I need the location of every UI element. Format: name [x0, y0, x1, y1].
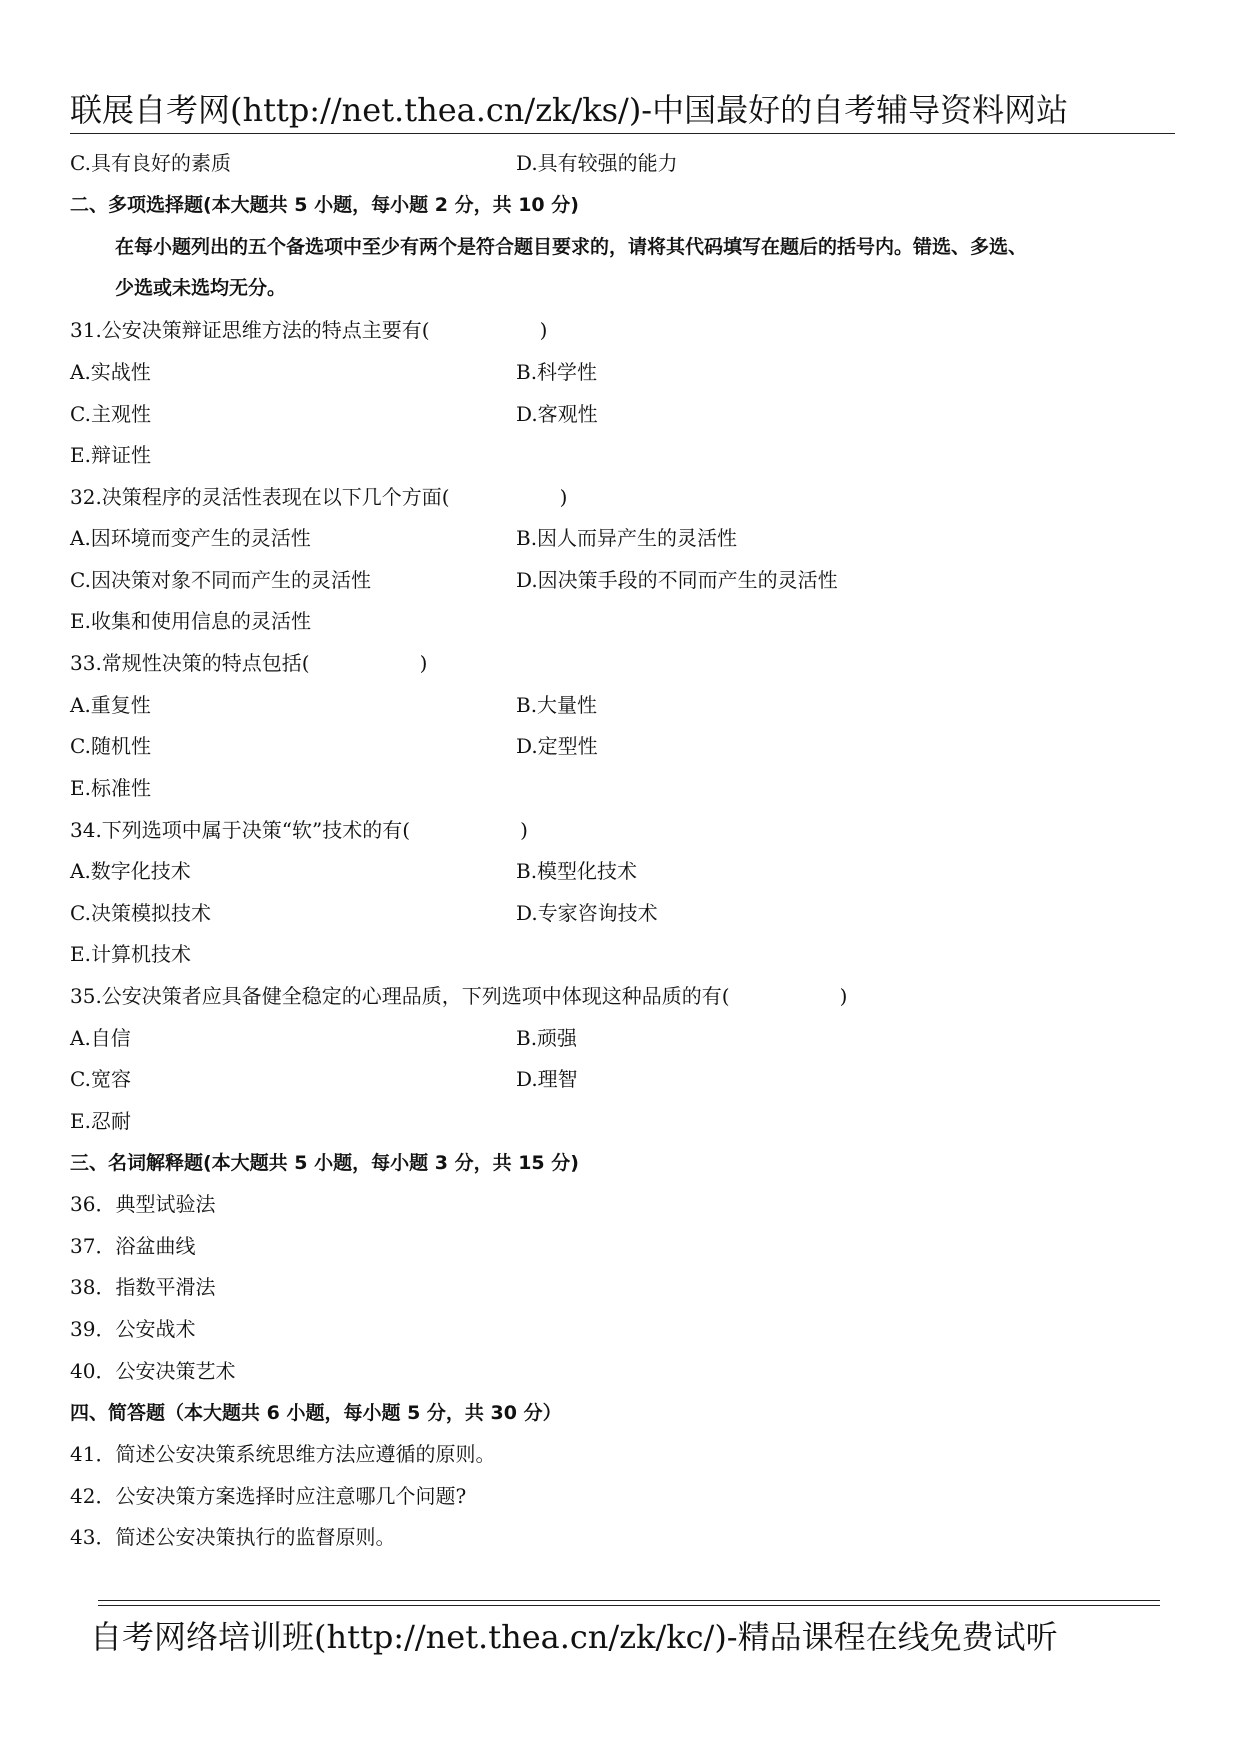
question-31-stem — [70, 315, 547, 345]
question-33-stem — [70, 648, 427, 678]
term-item: 38．指数平滑法 — [70, 1275, 216, 1299]
question-stem-text: 33.常规性决策的特点包括( — [70, 651, 310, 675]
section2-title: 二、多项选择题(本大题共 5 小题，每小题 2 分，共 10 分) — [70, 194, 579, 216]
q32-option-e: E.收集和使用信息的灵活性 — [70, 609, 311, 633]
term-item: 37．浴盆曲线 — [70, 1234, 196, 1258]
question-35-stem — [70, 981, 847, 1011]
answer-paren-close: ) — [520, 818, 528, 842]
term-item: 36．典型试验法 — [70, 1192, 216, 1216]
q32-option-c: C.因决策对象不同而产生的灵活性 — [70, 568, 371, 592]
q34-option-c: C.决策模拟技术 — [70, 901, 211, 925]
term-item: 40．公安决策艺术 — [70, 1359, 236, 1383]
q31-option-e: E.辩证性 — [70, 443, 151, 467]
q35-option-b: B.顽强 — [516, 1026, 578, 1050]
q34-option-a: A.数字化技术 — [70, 859, 191, 883]
short-answer-item: 43．简述公安决策执行的监督原则。 — [70, 1525, 396, 1549]
section4-title: 四、简答题（本大题共 6 小题，每小题 5 分，共 30 分） — [70, 1402, 562, 1424]
question-stem-text: 35.公安决策者应具备健全稳定的心理品质，下列选项中体现这种品质的有( — [70, 984, 730, 1008]
answer-paren-close: ) — [539, 318, 548, 342]
q35-option-e: E.忍耐 — [70, 1109, 131, 1133]
q34-option-b: B.模型化技术 — [516, 859, 638, 883]
q35-option-a: A.自信 — [70, 1026, 131, 1050]
section2-instruction-2: 少选或未选均无分。 — [115, 277, 287, 299]
option-d-prev: D.具有较强的能力 — [516, 151, 678, 175]
page-footer: 自考网络培训班(http://net.thea.cn/zk/kc/)-精品课程在线免费试听 — [90, 1618, 1058, 1656]
option-c-prev: C.具有良好的素质 — [70, 151, 231, 175]
q32-option-d: D.因决策手段的不同而产生的灵活性 — [516, 568, 838, 592]
header-divider — [70, 133, 1175, 134]
q34-option-e: E.计算机技术 — [70, 942, 191, 966]
question-32-stem — [70, 482, 567, 512]
question-stem-text: 32.决策程序的灵活性表现在以下几个方面( — [70, 485, 450, 509]
question-stem-text: 31.公安决策辩证思维方法的特点主要有( — [70, 318, 430, 342]
q32-option-b: B.因人而异产生的灵活性 — [516, 526, 738, 550]
short-answer-item: 41．简述公安决策系统思维方法应遵循的原则。 — [70, 1442, 496, 1466]
answer-paren-close: ) — [559, 485, 568, 509]
answer-paren-close: ) — [419, 651, 428, 675]
footer-divider — [98, 1600, 1160, 1606]
question-34-stem — [70, 815, 528, 845]
section3-title: 三、名词解释题(本大题共 5 小题，每小题 3 分，共 15 分) — [70, 1152, 579, 1174]
question-stem-text: 34.下列选项中属于决策“软”技术的有( — [70, 818, 411, 842]
answer-paren-close: ) — [839, 984, 848, 1008]
q33-option-e: E.标准性 — [70, 776, 151, 800]
q31-option-c: C.主观性 — [70, 402, 151, 426]
q33-option-d: D.定型性 — [516, 734, 598, 758]
page-header: 联展自考网(http://net.thea.cn/zk/ks/)-中国最好的自考辅导资料网站 — [70, 91, 1069, 129]
short-answer-item: 42．公安决策方案选择时应注意哪几个问题? — [70, 1484, 467, 1508]
q33-option-b: B.大量性 — [516, 693, 598, 717]
term-item: 39．公安战术 — [70, 1317, 196, 1341]
q33-option-a: A.重复性 — [70, 693, 151, 717]
q32-option-a: A.因环境而变产生的灵活性 — [70, 526, 311, 550]
q31-option-d: D.客观性 — [516, 402, 598, 426]
q31-option-b: B.科学性 — [516, 360, 598, 384]
section2-instruction-1: 在每小题列出的五个备选项中至少有两个是符合题目要求的，请将其代码填写在题后的括号内。错选、多选、 — [115, 236, 1028, 258]
q35-option-c: C.宽容 — [70, 1067, 131, 1091]
q33-option-c: C.随机性 — [70, 734, 151, 758]
q34-option-d: D.专家咨询技术 — [516, 901, 658, 925]
q31-option-a: A.实战性 — [70, 360, 151, 384]
q35-option-d: D.理智 — [516, 1067, 578, 1091]
